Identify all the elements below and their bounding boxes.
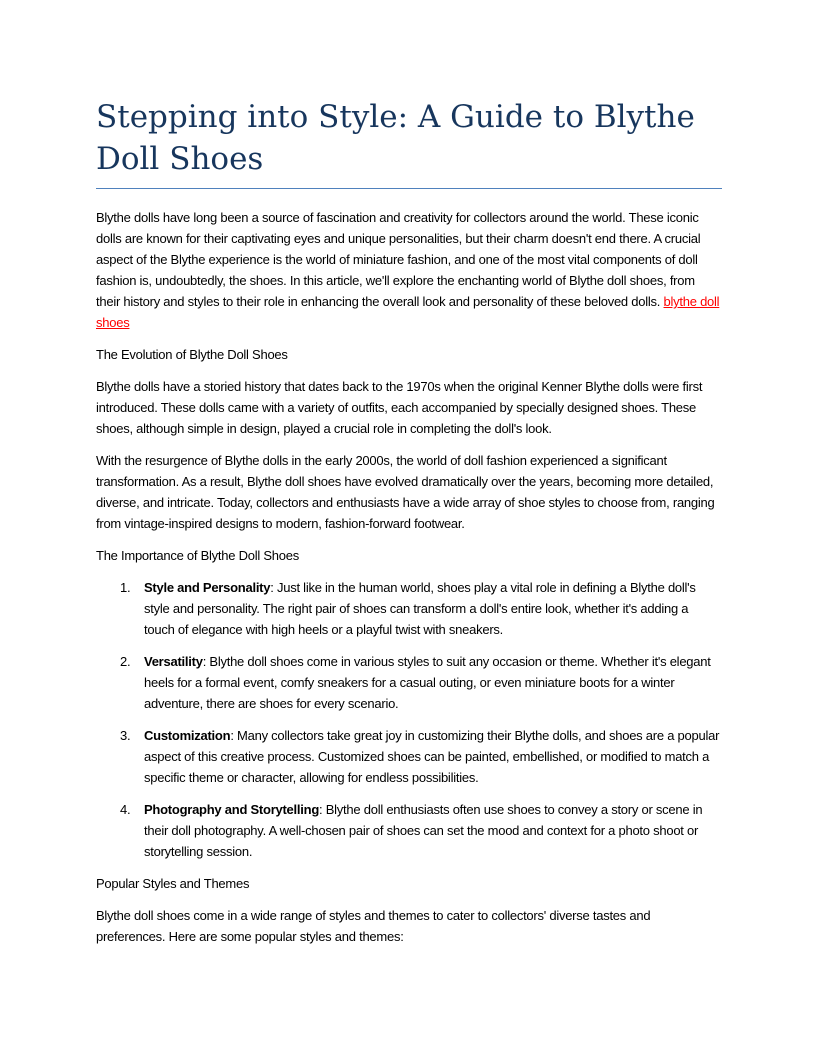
evolution-paragraph-1: Blythe dolls have a storied history that dates back to the 1970s when the original Kenner Blythe dolls were first introduced. These dolls came with a variety of outfits, each accompanied by specially designed shoes. These shoes, although simple in design, played a crucial role in completing the doll's look. xyxy=(96,379,703,436)
importance-list xyxy=(96,577,722,862)
list-item-text: : Blythe doll shoes come in various styles to suit any occasion or theme. Whether it's elegant heels for a formal event, comfy sneakers for a casual outing, or even miniature boots for a winter adventure, there are shoes for every scenario. xyxy=(144,654,711,711)
blythe-doll-shoes-link[interactable]: blythe doll shoes xyxy=(96,294,720,330)
list-item-term: Style and Personality xyxy=(144,580,271,595)
list-item xyxy=(96,651,722,714)
list-item xyxy=(96,725,722,788)
list-item-term: Versatility xyxy=(144,654,203,669)
heading-popular: Popular Styles and Themes xyxy=(96,876,250,891)
popular-paragraph-1: Blythe doll shoes come in a wide range of styles and themes to cater to collectors' diverse tastes and preferences. Here are some popular styles and themes: xyxy=(96,908,651,944)
evolution-paragraph-2: With the resurgence of Blythe dolls in the early 2000s, the world of doll fashion experienced a significant transformation. As a result, Blythe doll shoes have evolved dramatically over the years, becoming more detailed, diverse, and intricate. Today, collectors and enthusiasts have a wide array of shoe styles to choose from, ranging from vintage-inspired designs to modern, fashion-forward footwear. xyxy=(96,453,715,531)
list-item-number: 2. xyxy=(120,654,131,669)
list-item-text: : Many collectors take great joy in customizing their Blythe dolls, and shoes are a popular aspect of this creative process. Customized shoes can be painted, embellished, or modified to match a specific theme or character, allowing for endless possibilities. xyxy=(144,728,720,785)
title-underline xyxy=(96,188,722,189)
heading-importance: The Importance of Blythe Doll Shoes xyxy=(96,548,299,563)
list-item-number: 4. xyxy=(120,802,131,817)
list-item-term: Customization xyxy=(144,728,231,743)
document-title: Stepping into Style: A Guide to Blythe Doll Shoes xyxy=(96,99,695,177)
list-item-number: 1. xyxy=(120,580,131,595)
list-item xyxy=(96,577,722,640)
document-page xyxy=(96,96,722,958)
list-item xyxy=(96,799,722,862)
heading-evolution: The Evolution of Blythe Doll Shoes xyxy=(96,347,288,362)
list-item-text: : Just like in the human world, shoes play a vital role in defining a Blythe doll's style and personality. The right pair of shoes can transform a doll's entire look, whether it's adding a touch of elegance with high heels or a playful twist with sneakers. xyxy=(144,580,696,637)
list-item-text: : Blythe doll enthusiasts often use shoes to convey a story or scene in their doll photography. A well-chosen pair of shoes can set the mood and context for a photo shoot or storytelling session. xyxy=(144,802,703,859)
intro-text: Blythe dolls have long been a source of fascination and creativity for collectors around the world. These iconic dolls are known for their captivating eyes and unique personalities, but their charm doesn't end there. A crucial aspect of the Blythe experience is the world of miniature fashion, and one of the most vital components of doll fashion is, undoubtedly, the shoes. In this article, we'll explore the enchanting world of Blythe doll shoes, from their history and styles to their role in enhancing the overall look and personality of these beloved dolls. xyxy=(96,210,701,309)
intro-paragraph xyxy=(96,207,722,333)
list-item-number: 3. xyxy=(120,728,131,743)
list-item-term: Photography and Storytelling xyxy=(144,802,320,817)
